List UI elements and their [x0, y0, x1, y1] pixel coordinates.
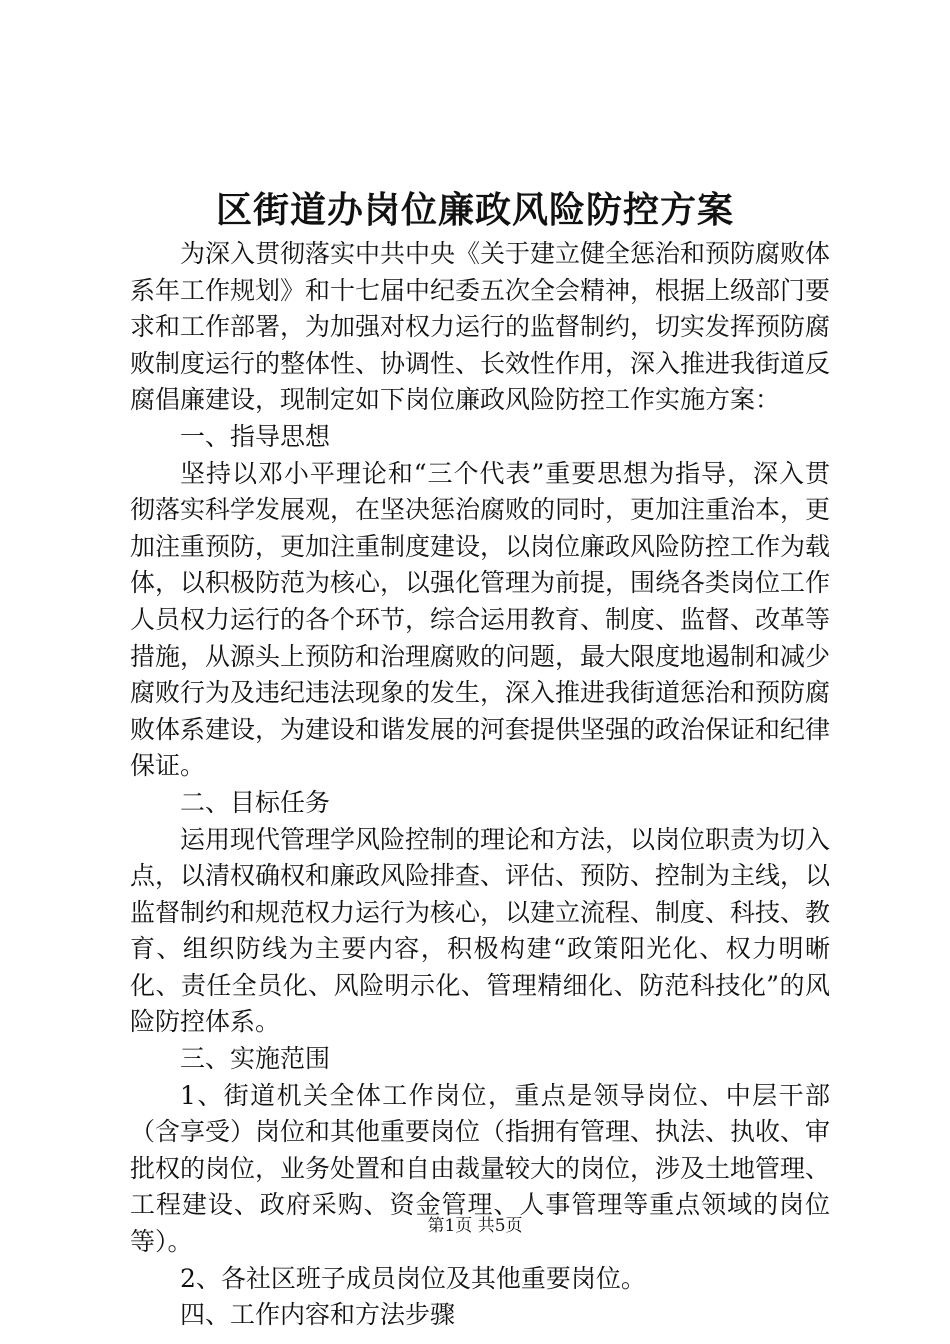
intro-paragraph: 为深入贯彻落实中共中央《关于建立健全惩治和预防腐败体系年工作规划》和十七届中纪委五次全会精神，根据上级部门要求和工作部署，为加强对权力运行的监督制约，切实发挥预防腐败制度运行的整体性、协调性、长效性作用，深入推进我街道反腐倡廉建设，现制定如下岗位廉政风险防控工作实施方案： — [130, 239, 831, 415]
section-heading-objectives: 二、目标任务 — [180, 787, 331, 817]
scope-item-1: 1、街道机关全体工作岗位，重点是领导岗位、中层干部（含享受）岗位和其他重要岗位（指拥有管理、执法、执收、审批权的岗位，业务处置和自由裁量较大的岗位，涉及土地管理、工程建设、政府采购、资金管理、人事管理等重点领域的岗位等）。 — [130, 1080, 831, 1257]
section-heading-guiding-ideology: 一、指导思想 — [180, 421, 331, 451]
page-number-footer: 第1页 共5页 — [427, 1216, 523, 1236]
section-body-guiding-ideology: 坚持以邓小平理论和“三个代表”重要思想为指导，深入贯彻落实科学发展观，在坚决惩治腐败的同时，更加注重治本，更加注重预防，更加注重制度建设，以岗位廉政风险防控工作为载体，以积极防范为核心，以强化管理为前提，围绕各类岗位工作人员权力运行的各个环节，综合运用教育、制度、监督、改革等措施，从源头上预防和治理腐败的问题，最大限度地遏制和减少腐败行为及违纪违法现象的发生，深入推进我街道惩治和预防腐败体系建设，为建设和谐发展的河套提供坚强的政治保证和纪律保证。 — [130, 458, 831, 781]
section-heading-scope: 三、实施范围 — [180, 1044, 331, 1074]
scope-item-2: 2、各社区班子成员岗位及其他重要岗位。 — [180, 1263, 646, 1293]
section-heading-work-content: 四、工作内容和方法步骤 — [180, 1300, 456, 1330]
document-body — [130, 236, 830, 1334]
section-body-objectives: 运用现代管理学风险控制的理论和方法，以岗位职责为切入点，以清权确权和廉政风险排查、评估、预防、控制为主线，以监督制约和规范权力运行为核心，以建立流程、制度、科技、教育、组织防线为主要内容，积极构建“政策阳光化、权力明晰化、责任全员化、风险明示化、管理精细化、防范科技化”的风险防控体系。 — [130, 824, 831, 1037]
document-title: 区街道办岗位廉政风险防控方案 — [215, 189, 734, 231]
